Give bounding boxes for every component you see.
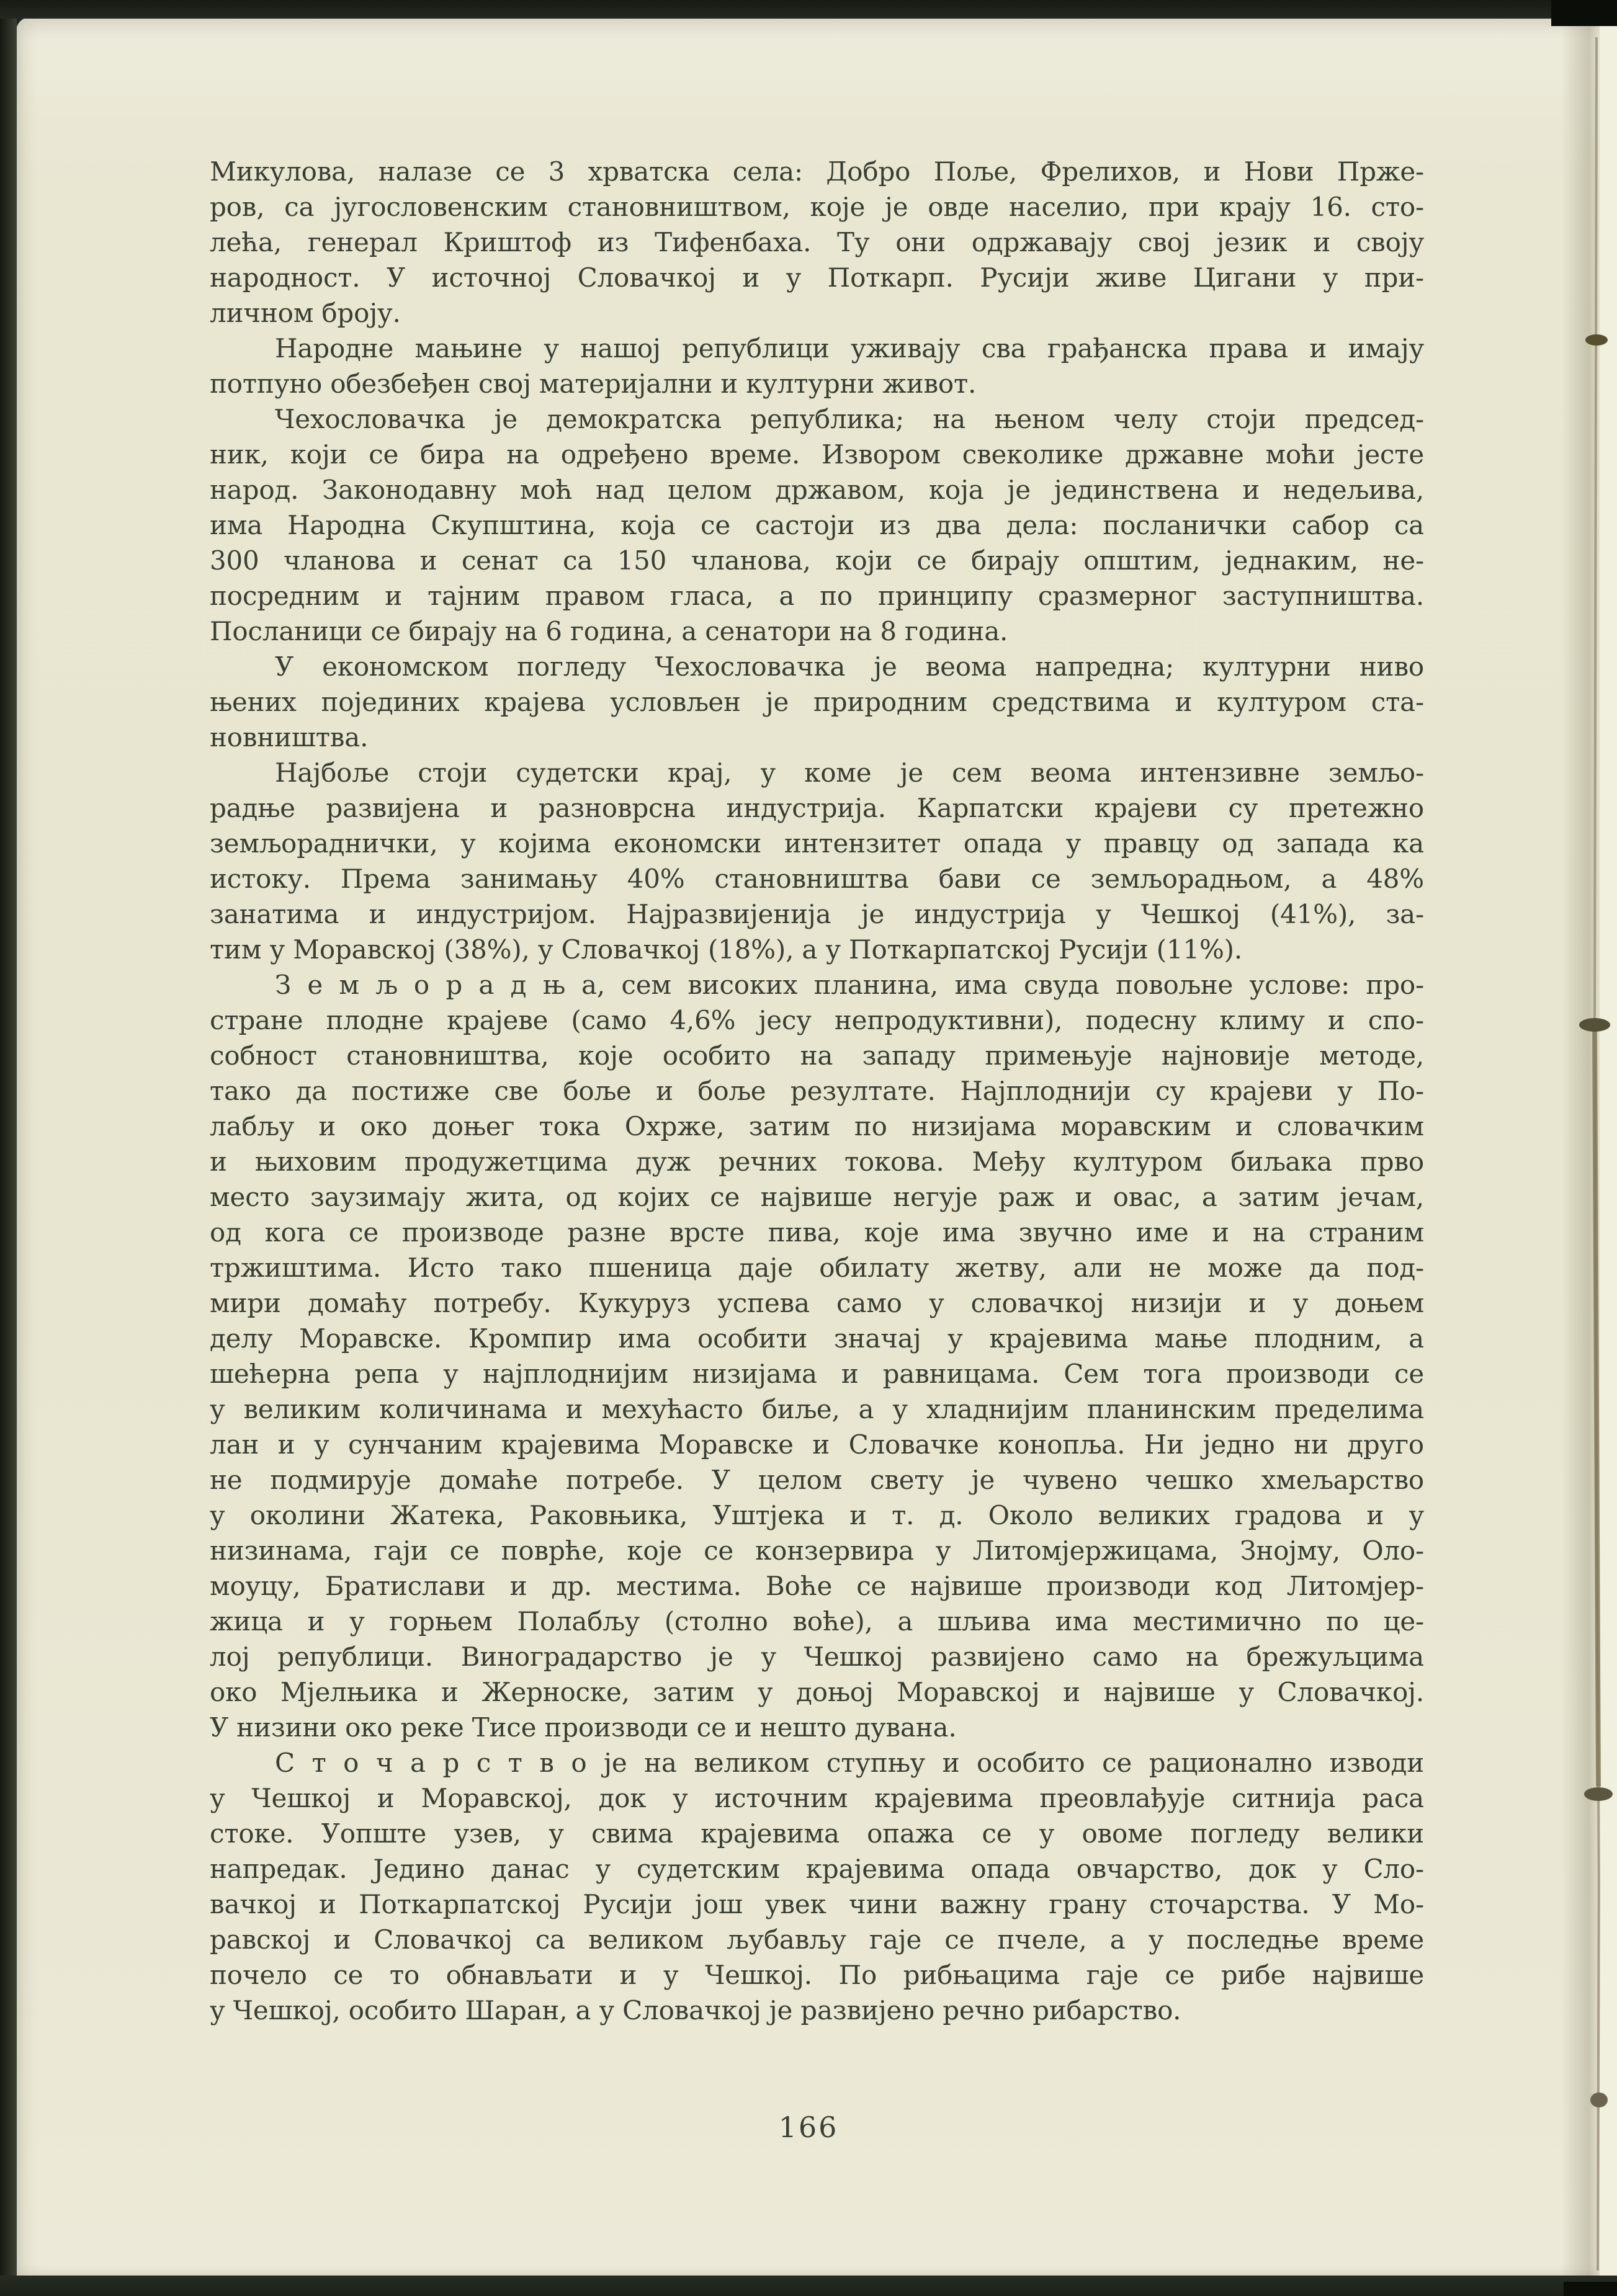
text-line: посредним и тајним правом гласа, а по принципу сразмерног заступништва. [210, 581, 1424, 611]
text-line: 300 чланова и сенат са 150 чланова, који се бирају општим, једнаким, не- [210, 545, 1424, 576]
text-line: место заузимају жита, од којих се највише негује раж и овас, а затим јечам, [210, 1182, 1424, 1212]
text-line: С т о ч а р с т в о је на великом ступњу и особито се рационално изводи [275, 1748, 1424, 1778]
text-line: Чехословачка је демократска република; на њеном челу стоји председ- [275, 404, 1424, 434]
paragraph [210, 401, 1424, 649]
text-line: ник, који се бира на одређено време. Извором свеколике државне моћи јесте [210, 439, 1424, 470]
scan-frame-bottom [0, 2276, 1617, 2296]
text-line: народност. У источној Словачкој и у Поткарп. Русији живе Цигани у при- [210, 262, 1424, 293]
text-line: равској и Словачкој са великом љубављу гаје се пчеле, а у последње време [210, 1924, 1424, 1955]
scan-frame-top [0, 0, 1617, 19]
text-line: лој републици. Виноградарство је у Чешкој развијено само на брежуљцима [210, 1642, 1424, 1672]
text-line: делу Моравске. Кромпир има особити значај у крајевима мање плодним, а [210, 1323, 1424, 1354]
text-line: Микулова, налазе се 3 хрватска села: Добро Поље, Фрелихов, и Нови Прже- [210, 156, 1424, 187]
scan-frame-left [0, 0, 17, 2296]
text-line: од кога се производе разне врсте пива, које има звучно име и на страним [210, 1217, 1424, 1248]
text-line: моуцу, Братислави и др. местима. Воће се највише производи код Литомјер- [210, 1571, 1424, 1601]
text-line: народ. Законодавну моћ над целом државом, која је јединствена и недељива, [210, 475, 1424, 505]
binding-thread-icon [1576, 0, 1617, 2296]
text-line: З е м љ о р а д њ а, сем високих планина, има свуда повољне услове: про- [275, 970, 1424, 1000]
text-line: почело се то обнављати и у Чешкој. По рибњацима гаје се рибе највише [210, 1960, 1424, 1990]
text-line: ров, са југословенским становништвом, које је овде населио, при крају 16. сто- [210, 192, 1424, 222]
text-line: лећа, генерал Криштоф из Тифенбаха. Ту они одржавају свој језик и своју [210, 227, 1424, 257]
text-line: у околини Жатека, Раковњика, Уштјека и т. д. Около великих градова и у [210, 1500, 1424, 1530]
text-line: у великим количинама и мехућасто биље, а у хладнијим планинским пределима [210, 1394, 1424, 1424]
text-line: њених појединих крајева условљен је природним средствима и културом ста- [210, 687, 1424, 717]
text-line: собност становништва, које особито на западу примењује најновије методе, [210, 1040, 1424, 1071]
text-line: занатима и индустријом. Најразвијенија је индустрија у Чешкој (41%), за- [210, 899, 1424, 929]
text-line: не подмирује домаће потребе. У целом свету је чувено чешко хмељарство [210, 1465, 1424, 1495]
page-number: 166 [778, 2111, 839, 2144]
text-line: лан и у сунчаним крајевима Моравске и Словачке конопља. Ни једно ни друго [210, 1429, 1424, 1460]
text-line: напредак. Једино данас у судетским крајевима опада овчарство, док у Сло- [210, 1854, 1424, 1884]
text-line: око Мјелњика и Жерноске, затим у доњој Моравској и највише у Словачкој. [210, 1677, 1424, 1707]
text-line: У низини око реке Тисе производи се и нешто дувана. [210, 1712, 957, 1743]
paragraph [210, 649, 1424, 755]
text-line: земљораднички, у којима економски интензитет опада у правцу од запада ка [210, 828, 1424, 859]
text-line: личном броју. [210, 298, 401, 328]
text-line: низинама, гаји се поврће, које се конзервира у Литомјержицама, Знојму, Оло- [210, 1535, 1424, 1566]
text-line: лабљу и око доњег тока Охрже, затим по низијама моравским и словачким [210, 1111, 1424, 1141]
text-line: У економском погледу Чехословачка је веома напредна; културни ниво [275, 651, 1424, 682]
paragraph [210, 1745, 1424, 2028]
text-line: тржиштима. Исто тако пшеница даје обилату жетву, али не може да под- [210, 1253, 1424, 1283]
text-line: истоку. Према занимању 40% становништва бави се земљорадњом, а 48% [210, 864, 1424, 894]
text-line: тим у Моравској (38%), у Словачкој (18%), а у Поткарпатској Русији (11%). [210, 934, 1242, 965]
scan-corner-bottom-right [1564, 2282, 1617, 2296]
paragraph [210, 154, 1424, 331]
paragraph [210, 967, 1424, 1745]
paragraph [210, 755, 1424, 967]
text-line: шећерна репа у најплоднијим низијама и равницама. Сем тога производи се [210, 1359, 1424, 1389]
text-line: Народне мањине у нашој републици уживају сва грађанска права и имају [275, 333, 1424, 364]
text-line: у Чешкој, особито Шаран, а у Словачкој је развијено речно рибарство. [210, 1995, 1181, 2026]
text-line: има Народна Скупштина, која се састоји из два дела: посланички сабор са [210, 510, 1424, 540]
text-line: вачкој и Поткарпатској Русији још увек чини важну грану сточарства. У Мо- [210, 1889, 1424, 1919]
text-line: стране плодне крајеве (само 4,6% јесу непродуктивни), подесну климу и спо- [210, 1005, 1424, 1035]
paragraph [210, 331, 1424, 401]
text-line: и њиховим продужетцима дуж речних токова. Међу културом биљака прво [210, 1146, 1424, 1177]
text-line: Посланици се бирају на 6 година, а сенатори на 8 година. [210, 616, 1008, 646]
text-line: у Чешкој и Моравској, док у источним крајевима преовлађује ситнија раса [210, 1783, 1424, 1813]
text-line: стоке. Уопште узев, у свима крајевима опажа се у овоме погледу велики [210, 1818, 1424, 1849]
body-text-column [210, 154, 1424, 2028]
text-line: мири домаћу потребу. Кукуруз успева само у словачкој низији и у доњем [210, 1288, 1424, 1318]
text-line: жица и у горњем Полабљу (столно воће), а шљива има местимично по це- [210, 1606, 1424, 1637]
text-line: Најбоље стоји судетски крај, у коме је сем веома интензивне земљо- [275, 757, 1424, 788]
text-line: новништва. [210, 722, 369, 753]
text-line: тако да постиже све боље и боље резултате. Најплоднији су крајеви у По- [210, 1076, 1424, 1106]
scan-corner-top-right [1551, 0, 1617, 26]
text-line: радње развијена и разноврсна индустрија. Карпатски крајеви су претежно [210, 793, 1424, 823]
text-line: потпуно обезбеђен свој материјални и културни живот. [210, 369, 977, 399]
